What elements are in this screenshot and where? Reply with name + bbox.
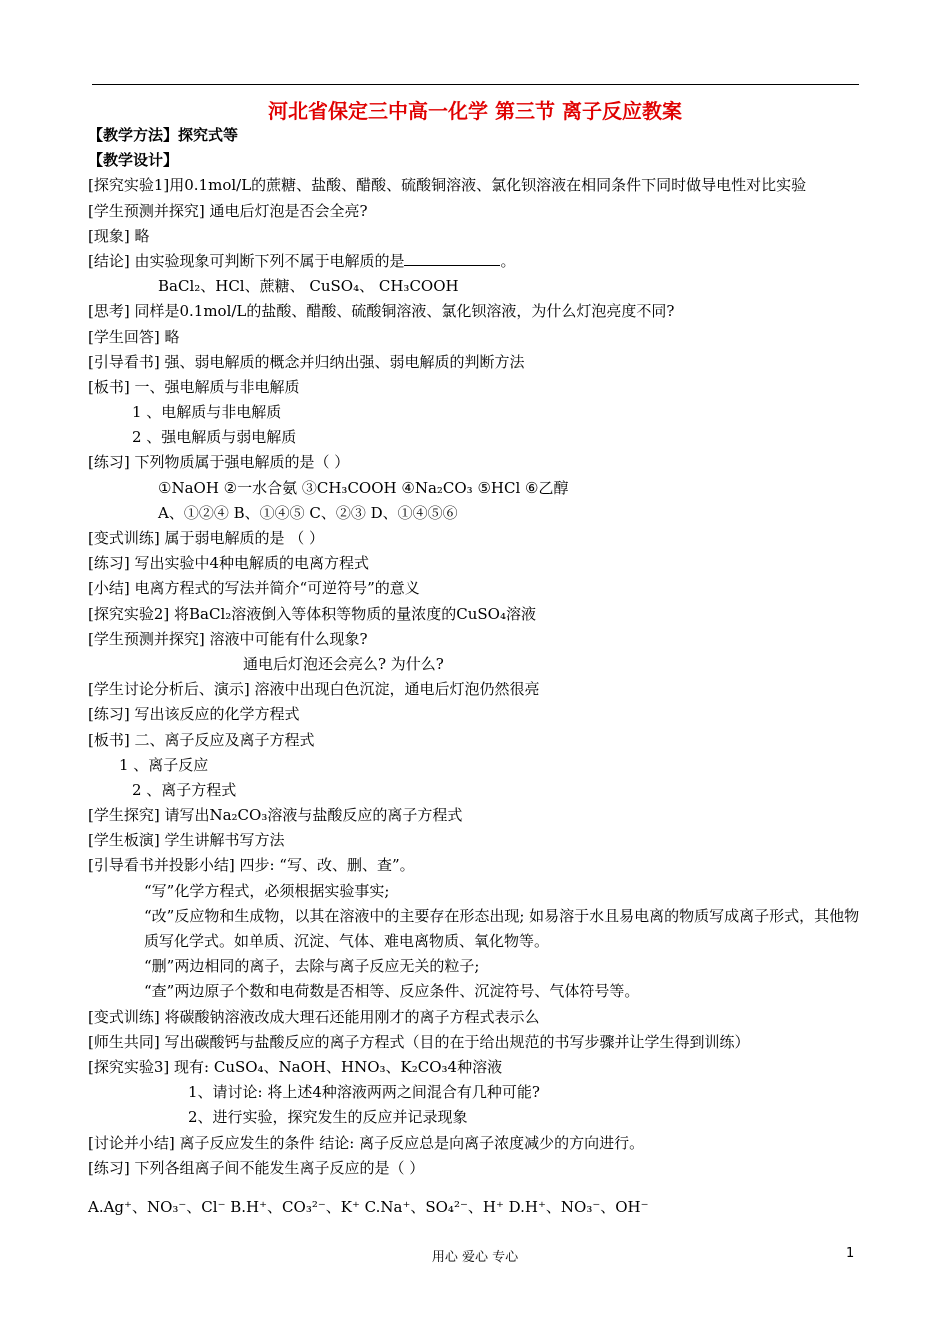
line-text: ①NaOH ②一水合氨 ③CH₃COOH ④Na₂CO₃ ⑤HCl ⑥乙醇 (158, 478, 569, 497)
text-line (88, 173, 863, 198)
text-line (88, 123, 863, 148)
line-text: [小结] 电离方程式的写法并简介“可逆符号”的意义 (88, 579, 420, 598)
line-text: 1 、离子反应 (119, 755, 209, 774)
line-text: 通电后灯泡还会亮么? 为什么? (243, 654, 444, 673)
text-line (88, 450, 863, 475)
text-line (88, 425, 863, 450)
line-text: [变式训练] 将碳酸钠溶液改成大理石还能用刚才的离子方程式表示么 (88, 1007, 540, 1026)
line-text: BaCl₂、HCl、蔗糖、 CuSO₄、 CH₃COOH (158, 277, 459, 296)
line-text: “查”两边原子个数和电荷数是否相等、反应条件、沉淀符号、气体符号等。 (144, 982, 640, 1001)
text-line (88, 1080, 863, 1105)
text-line (88, 954, 863, 979)
line-text: 2 、强电解质与弱电解质 (132, 428, 297, 447)
text-line (88, 753, 863, 778)
text-line (88, 904, 863, 954)
text-line (88, 551, 863, 576)
line-text: [练习] 下列物质属于强电解质的是（ ） (88, 453, 350, 472)
line-text: [讨论并小结] 离子反应发生的条件 结论: 离子反应总是向离子浓度减少的方向进行。 (88, 1133, 645, 1152)
text-line (88, 1030, 863, 1055)
text-line (88, 853, 863, 878)
line-text: [学生讨论分析后、演示] 溶液中出现白色沉淀，通电后灯泡仍然很亮 (88, 680, 540, 699)
page-title: 河北省保定三中高一化学 第三节 离子反应教案 (268, 99, 682, 123)
text-line (88, 576, 863, 601)
answer-blank (404, 249, 500, 266)
text-line (88, 702, 863, 727)
line-text: [练习] 下列各组离子间不能发生离子反应的是（ ） (88, 1158, 425, 1177)
line-text: [变式训练] 属于弱电解质的是 （ ） (88, 529, 325, 548)
footer-text: 用心 爱心 专心 (431, 1250, 519, 1265)
page-number: 1 (846, 1246, 855, 1261)
text-line (88, 249, 863, 274)
line-text: [探究实验2] 将BaCl₂溶液倒入等体积等物质的量浓度的CuSO₄溶液 (88, 604, 536, 623)
text-line (88, 501, 863, 526)
document-body (88, 123, 863, 1220)
header-rule (92, 84, 859, 85)
line-text: [学生回答] 略 (88, 327, 180, 346)
text-line (88, 1055, 863, 1080)
line-text: [探究实验1]用0.1mol/L的蔗糖、盐酸、醋酸、硫酸铜溶液、氯化钡溶液在相同条件下同时做导电性对比实验 (88, 176, 807, 195)
line-text: [师生共同] 写出碳酸钙与盐酸反应的离子方程式（目的在于给出规范的书写步骤并让学生得到训练） (88, 1032, 750, 1051)
text-line (88, 652, 863, 677)
text-line (88, 828, 863, 853)
line-text: 1 、电解质与非电解质 (132, 403, 282, 422)
text-line (88, 350, 863, 375)
line-text: 1、请讨论: 将上述4种溶液两两之间混合有几种可能? (188, 1083, 540, 1102)
text-line (88, 602, 863, 627)
line-text: [板书] 二、离子反应及离子方程式 (88, 730, 315, 749)
line-text: [板书] 一、强电解质与非电解质 (88, 377, 300, 396)
line-text: [现象] 略 (88, 226, 150, 245)
line-text: [练习] 写出实验中4种电解质的电离方程式 (88, 554, 370, 573)
line-text: “改”反应物和生成物，以其在溶液中的主要存在形态出现; 如易溶于水且易电离的物质写成离子形式，其他物质写化学式。如单质、沉淀、气体、难电离物质、氧化物等。 (144, 906, 860, 951)
text-line (88, 526, 863, 551)
text-line (88, 1156, 863, 1181)
line-suffix: 。 (500, 251, 516, 270)
text-line (88, 400, 863, 425)
line-text: [引导看书] 强、弱电解质的概念并归纳出强、弱电解质的判断方法 (88, 352, 525, 371)
text-line (88, 299, 863, 324)
text-line (88, 199, 863, 224)
line-text: [学生板演] 学生讲解书写方法 (88, 831, 285, 850)
text-line (88, 375, 863, 400)
text-line (88, 1131, 863, 1156)
text-line (88, 476, 863, 501)
text-line (88, 224, 863, 249)
text-line (88, 677, 863, 702)
text-line (88, 778, 863, 803)
line-text: [思考] 同样是0.1mol/L的盐酸、醋酸、硫酸铜溶液、氯化钡溶液，为什么灯泡亮度不同? (88, 302, 675, 321)
line-text: [学生预测并探究] 通电后灯泡是否会全亮? (88, 201, 368, 220)
text-line (88, 728, 863, 753)
answer-options: A.Ag⁺、NO₃⁻、Cl⁻ B.H⁺、CO₃²⁻、K⁺ C.Na⁺、SO₄²⁻、H⁺ D.H⁺、NO₃⁻、OH⁻ (88, 1197, 649, 1216)
line-text: [探究实验3] 现有: CuSO₄、NaOH、HNO₃、K₂CO₃4种溶液 (88, 1057, 503, 1076)
text-line (88, 803, 863, 828)
line-text: “删”两边相同的离子，去除与离子反应无关的粒子; (144, 957, 480, 976)
line-text: 【教学方法】探究式等 (88, 126, 239, 144)
text-line (88, 325, 863, 350)
line-text: [结论] 由实验现象可判断下列不属于电解质的是 (88, 251, 405, 270)
text-line (88, 1005, 863, 1030)
line-text: A、①②④ B、①④⑤ C、②③ D、①④⑤⑥ (158, 503, 458, 522)
line-text: “写”化学方程式，必须根据实验事实; (144, 881, 390, 900)
text-line (88, 1105, 863, 1130)
line-text: 2、进行实验，探究发生的反应并记录现象 (188, 1108, 468, 1127)
line-text: [学生预测并探究] 溶液中可能有什么现象? (88, 629, 368, 648)
line-text: [引导看书并投影小结] 四步: “写、改、删、查”。 (88, 856, 415, 875)
line-text: [练习] 写出该反应的化学方程式 (88, 705, 300, 724)
text-line (88, 879, 863, 904)
text-line (88, 148, 863, 173)
line-text: [学生探究] 请写出Na₂CO₃溶液与盐酸反应的离子方程式 (88, 806, 463, 825)
text-line (88, 274, 863, 299)
text-line (88, 979, 863, 1004)
line-text: 2 、离子方程式 (132, 780, 237, 799)
line-text: 【教学设计】 (88, 151, 179, 170)
text-line (88, 627, 863, 652)
